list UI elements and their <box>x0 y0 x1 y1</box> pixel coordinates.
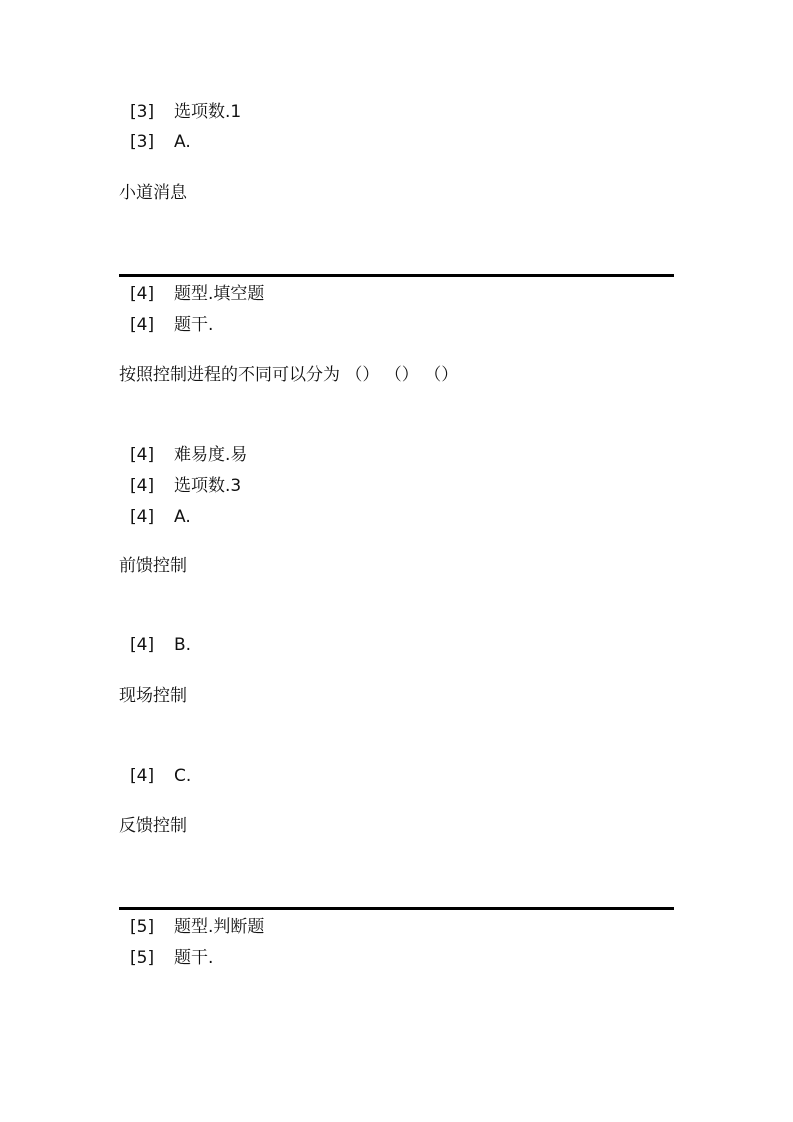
q4-tag: [4] <box>130 507 155 527</box>
q4-option-a-text: 前馈控制 <box>119 556 187 576</box>
q4-option-b-label: B. <box>174 635 192 655</box>
q4-option-c-text: 反馈控制 <box>119 816 187 836</box>
q4-tag: [4] <box>130 445 155 465</box>
q4-stem-label: 题干. <box>174 315 214 335</box>
q4-options-count: 选项数.3 <box>174 476 242 496</box>
q4-tag: [4] <box>130 635 155 655</box>
q5-type: 题型.判断题 <box>174 917 265 937</box>
q4-option-c-label: C. <box>174 766 192 786</box>
q4-tag: [4] <box>130 476 155 496</box>
q3-tag: [3] <box>130 102 155 122</box>
q4-tag: [4] <box>130 284 155 304</box>
q4-tag: [4] <box>130 315 155 335</box>
question-divider <box>119 907 674 910</box>
q4-type: 题型.填空题 <box>174 284 265 304</box>
q3-option-a-label: A. <box>174 132 191 152</box>
q4-option-a-label: A. <box>174 507 191 527</box>
q5-stem-label: 题干. <box>174 948 214 968</box>
question-divider <box>119 274 674 277</box>
q5-tag: [5] <box>130 917 155 937</box>
q3-tag: [3] <box>130 132 155 152</box>
q4-stem-text: 按照控制进程的不同可以分为 （） （） （） <box>119 365 459 385</box>
q4-option-b-text: 现场控制 <box>119 686 187 706</box>
q3-options-count: 选项数.1 <box>174 102 242 122</box>
q3-option-a-text: 小道消息 <box>119 183 187 203</box>
q4-tag: [4] <box>130 766 155 786</box>
q4-difficulty: 难易度.易 <box>174 445 248 465</box>
q5-tag: [5] <box>130 948 155 968</box>
